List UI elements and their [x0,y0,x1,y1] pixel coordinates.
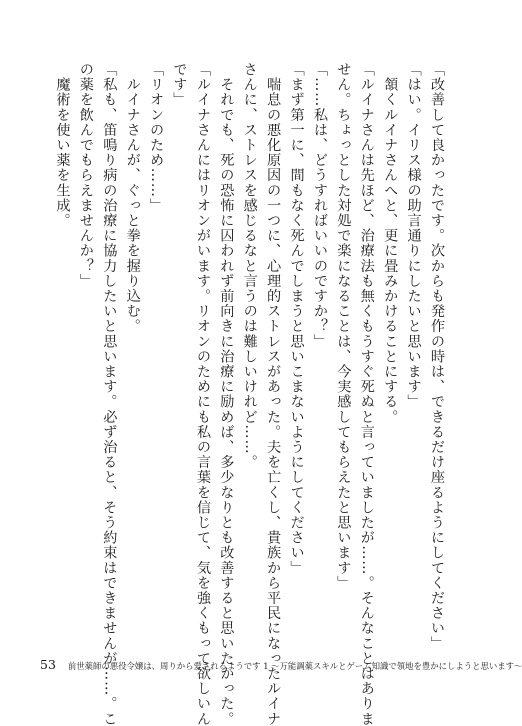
text-line: せん。ちょっとした対処で楽になることは、今実感してもらえたと思います」 [335,62,352,591]
text-line: 「私も、笛鳴り病の治療に協力したいと思います。必ず治ると、そう約束はできませんが……。こ [101,62,118,726]
text-line: の薬を飲んでもらえませんか？」 [77,62,94,289]
page-number: 53 [40,657,56,672]
text-line: です」 [171,62,188,108]
text-line: 魔術を使い薬を生成。 [54,62,71,229]
text-line: ルイナさんが、ぐっと拳を握り込む。 [124,62,141,334]
text-line: 喘息の悪化原因の一つに、心理的ストレスがあった。夫を亡くし、貴族から平民になったルイナ [265,62,282,726]
text-line: 「まず第一に、間もなく死んでしまうと思いこまないようにしてください」 [288,62,305,576]
text-line: 「改善して良かったです。次からも発作の時は、できるだけ座るようにしてください」 [429,62,445,651]
text-line: それでも、死の恐怖に囚われず前向きに治療に励めば、多少なりとも改善すると思いたかった。 [218,62,235,726]
text-line: 頷くルイナさんへと、更に畳みかけることにする。 [382,62,399,425]
text-line: さんに、ストレスを感じるなと言うのは難しいけれど……。 [241,62,258,470]
page-footer [40,657,522,675]
text-line: 「……私は、どうすればいいのですか？」 [311,62,328,349]
text-line: 「はい。イリス様の助言通りにしたいと思います」 [405,62,422,410]
text-line: 「ルイナさんは先ほど、治療法も無くもうすぐ死ぬと言っていましたが……。そんなことはありま [358,62,375,726]
running-title: 前世薬師の悪役令嬢は、周りから愛されるようです 1 ～万能調薬スキルとゲーム知識で領地を豊かにしようと思います～ [67,661,522,671]
text-line: 「リオンのため……」 [148,62,165,213]
text-line: 「ルイナさんにはリオンがいます。リオンのためにも私の言葉を信じて、気を強くもって欲しいん [194,62,211,726]
